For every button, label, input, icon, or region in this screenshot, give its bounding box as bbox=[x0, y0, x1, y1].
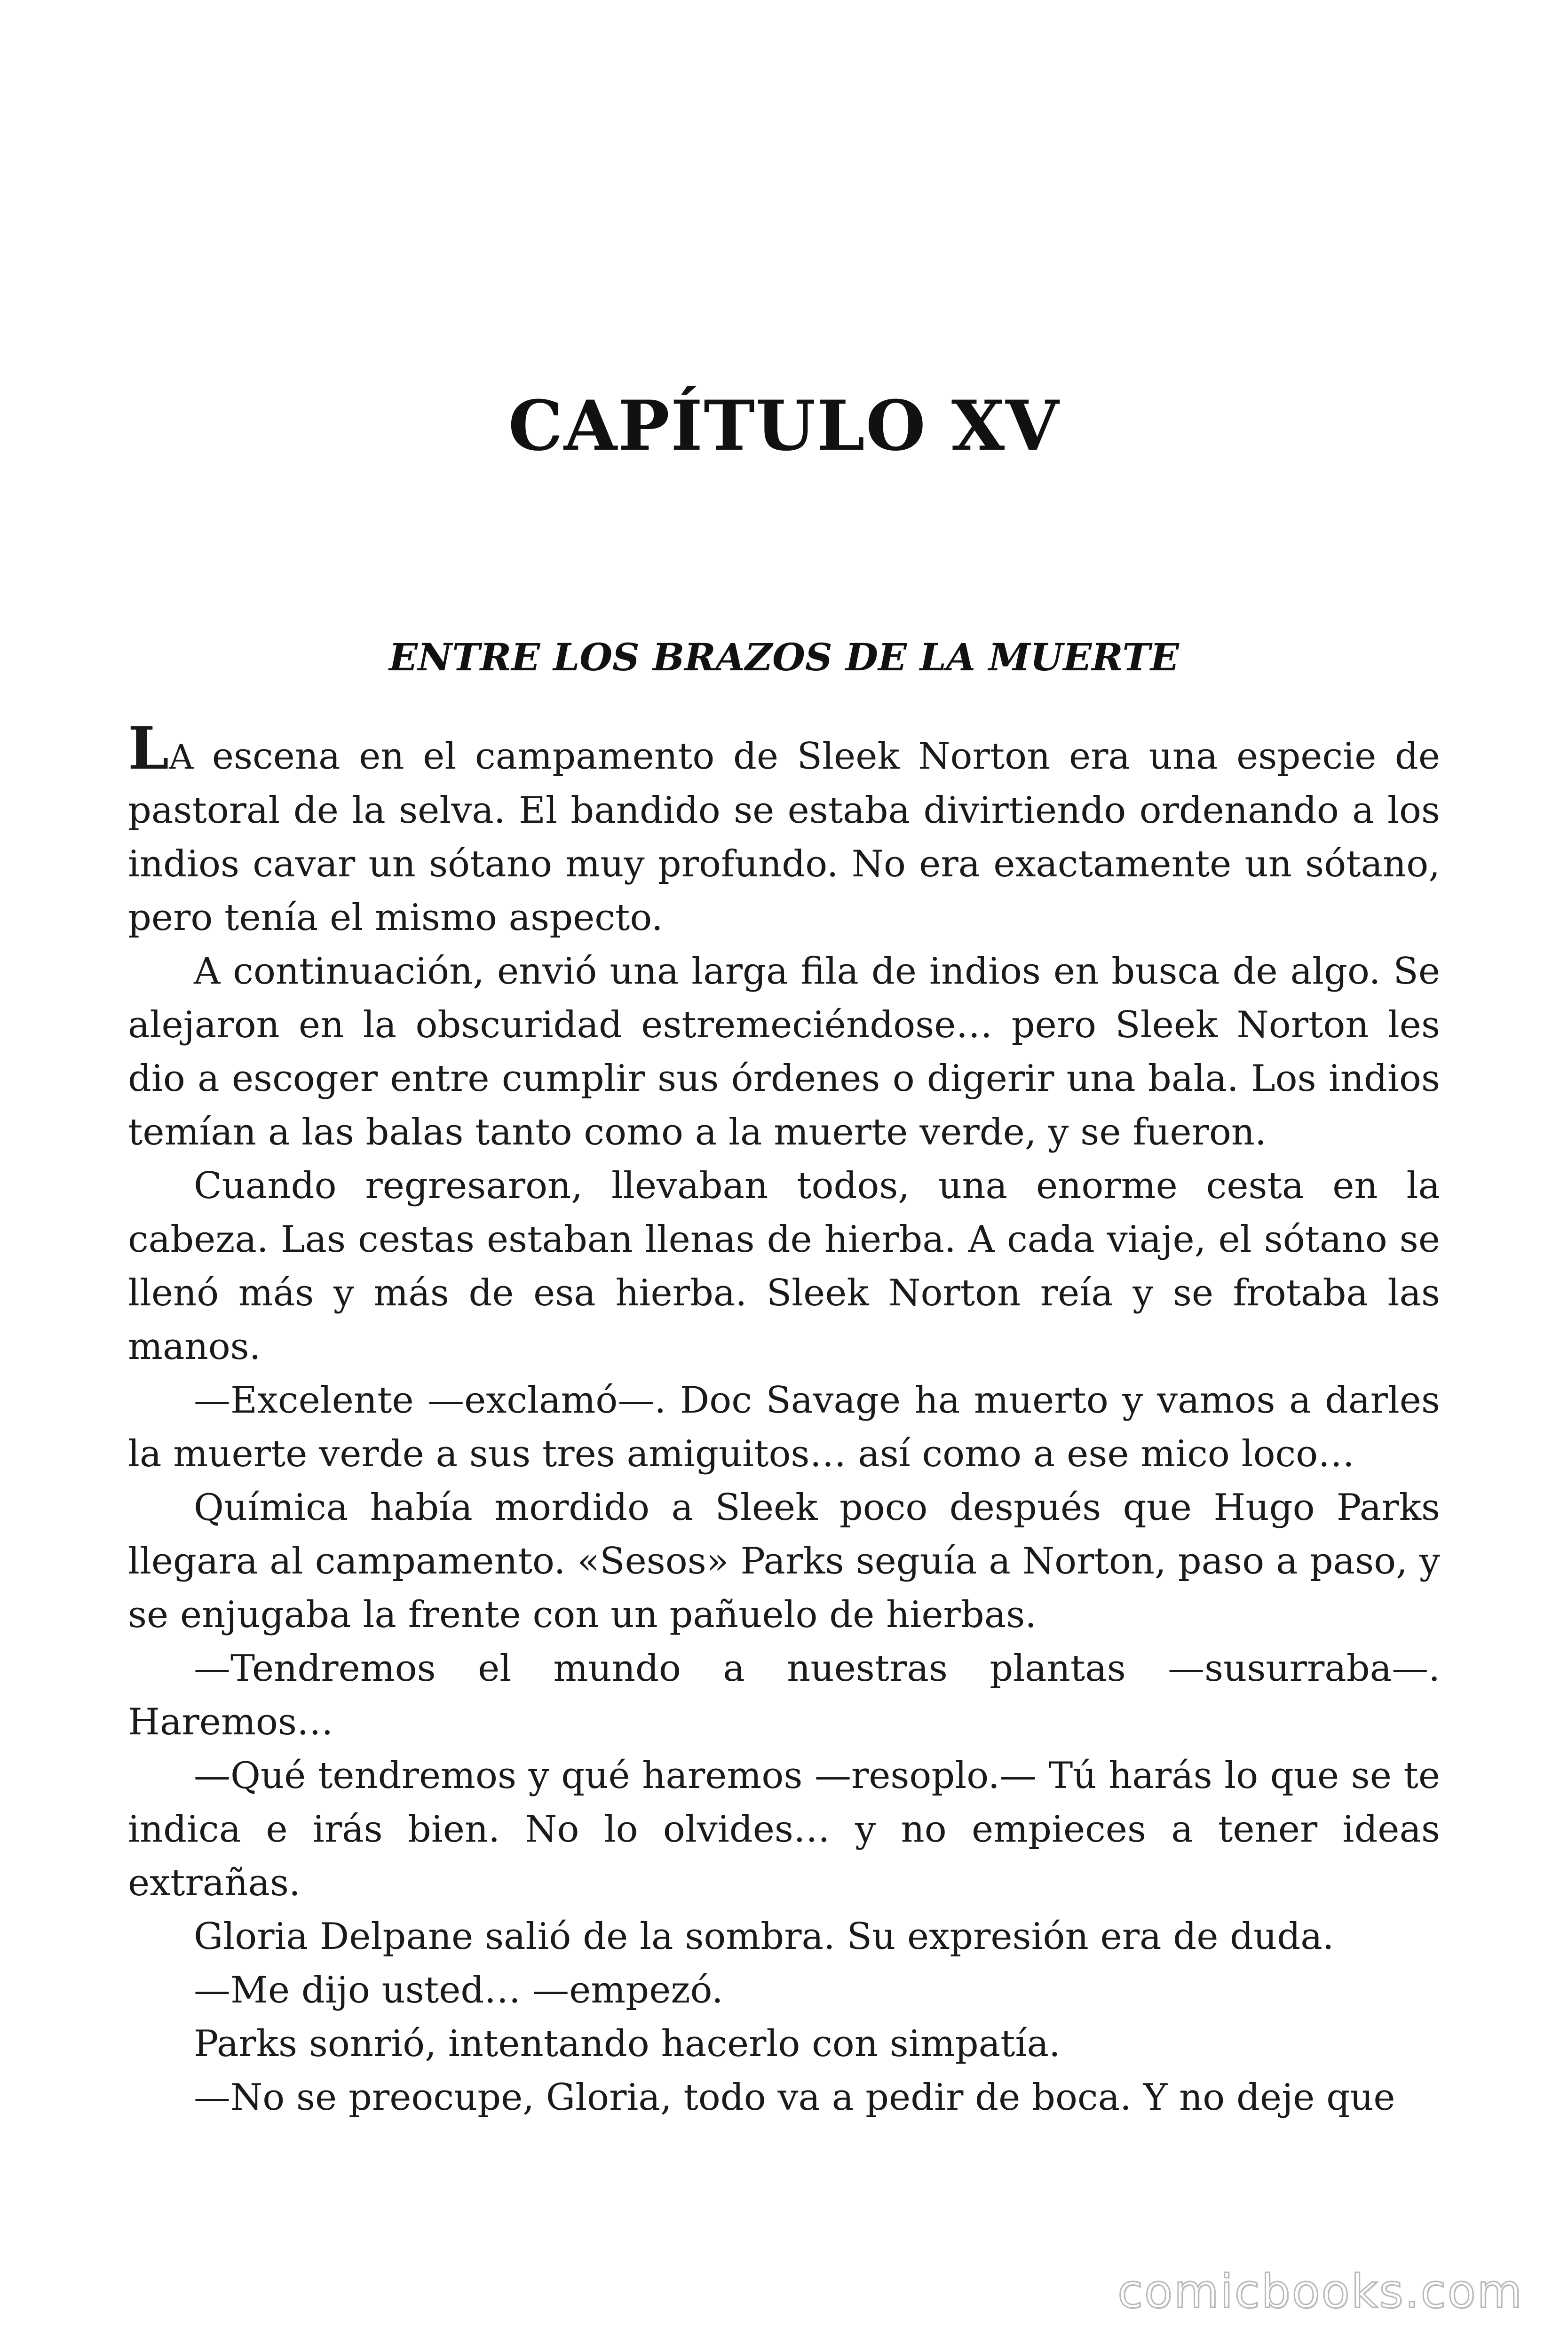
paragraph-9: —Me dijo usted… —empezó. bbox=[194, 1969, 723, 2011]
paragraph-6: —Tendremos el mundo a nuestras plantas —susurraba—. Haremos… bbox=[128, 1647, 1440, 1743]
paragraph-2: A continuación, envió una larga fila de indios en busca de algo. Se alejaron en la obscuridad estremeciéndose… pero Sleek Norton les dio a escoger entre cumplir sus órdenes o digerir una bala. Los indios temían a las balas tanto como a la muerte verde, y se fueron. bbox=[128, 950, 1440, 1153]
paragraph-11: —No se preocupe, Gloria, todo va a pedir de boca. Y no deje que bbox=[194, 2076, 1395, 2119]
paragraph-8: Gloria Delpane salió de la sombra. Su expresión era de duda. bbox=[194, 1915, 1334, 1958]
chapter-subtitle: ENTRE LOS BRAZOS DE LA MUERTE bbox=[389, 635, 1179, 679]
paragraph-4: —Excelente —exclamó—. Doc Savage ha muerto y vamos a darles la muerte verde a sus tres amiguitos… así como a ese mico loco… bbox=[128, 1379, 1440, 1475]
paragraph-3: Cuando regresaron, llevaban todos, una enorme cesta en la cabeza. Las cestas estaban llenas de hierba. A cada viaje, el sótano se llenó más y más de esa hierba. Sleek Norton reía y se frotaba las manos. bbox=[128, 1165, 1440, 1368]
drop-cap: L bbox=[128, 715, 169, 783]
chapter-title: CAPÍTULO XV bbox=[508, 386, 1060, 466]
paragraph-7: —Qué tendremos y qué haremos —resoplo.— Tú harás lo que se te indica e irás bien. No lo olvides… y no empieces a tener ideas extrañas. bbox=[128, 1755, 1440, 1904]
paragraph-5: Química había mordido a Sleek poco después que Hugo Parks llegara al campamento. «Sesos» Parks seguía a Norton, paso a paso, y se enjugaba la frente con un pañuelo de hierbas. bbox=[128, 1486, 1440, 1636]
paragraph-10: Parks sonrió, intentando hacerlo con simpatía. bbox=[194, 2023, 1061, 2065]
paragraph-1-text: escena en el campamento de Sleek Norton era una especie de pastoral de la selva. El bandido se estaba divirtiendo ordenando a los indios cavar un sótano muy profundo. No era exactamente un sótano, pero tenía el mismo aspecto. bbox=[128, 735, 1440, 939]
paragraph-1 bbox=[128, 715, 1440, 945]
chapter-body bbox=[128, 715, 1440, 2124]
small-cap: A bbox=[169, 737, 194, 777]
watermark: comicbooks.com bbox=[1117, 2265, 1523, 2319]
